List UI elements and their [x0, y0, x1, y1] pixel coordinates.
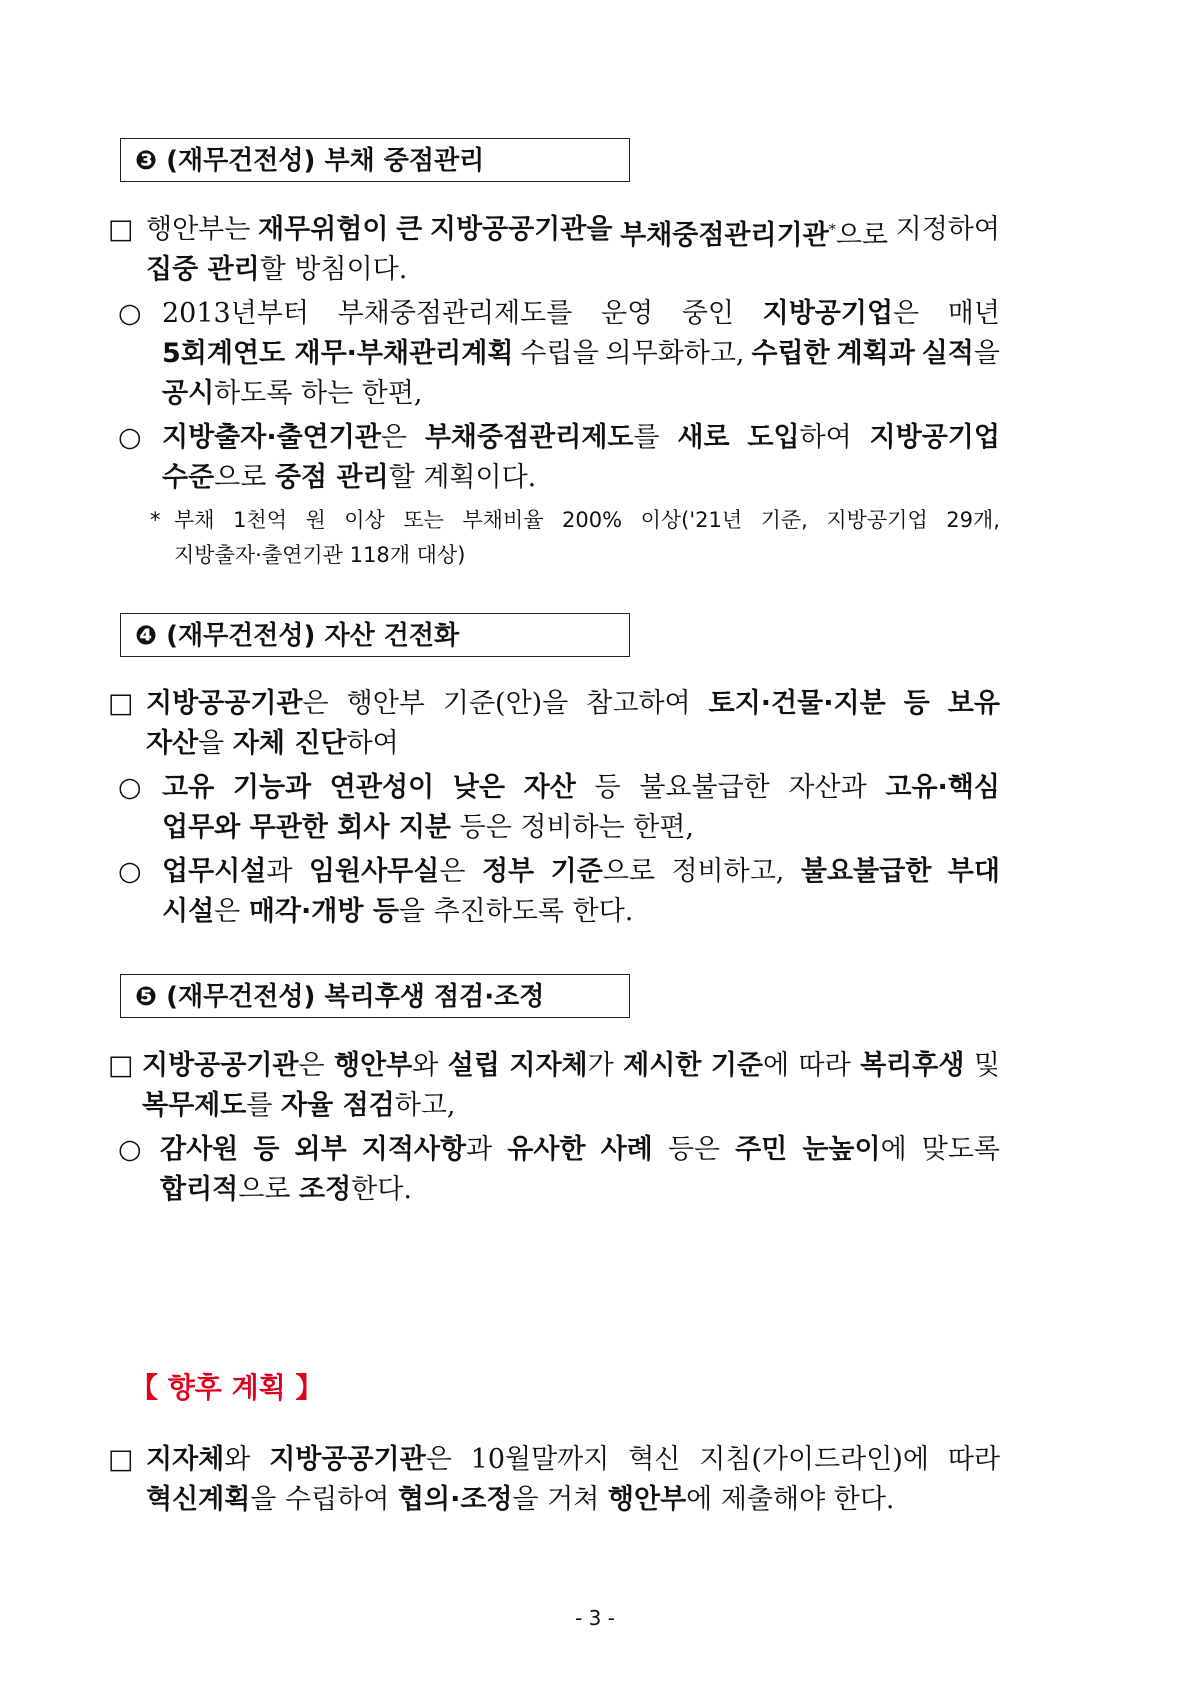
s3-c1-w4: 중인 — [681, 298, 734, 329]
s3-c1-w2: 부채중점관리제도를 — [337, 298, 573, 329]
s4-c1-l2-bold: 업무와 무관한 회사 지분 — [162, 812, 452, 843]
s5-c1-w8: 등은 — [667, 1134, 720, 1165]
s3-note-w8: 이상('21년 — [640, 508, 743, 532]
s3-note-line2: 지방출자·출연기관 118개 대상) — [174, 543, 466, 567]
s4-c1-bullet: ○ — [118, 772, 142, 803]
s5-c1-line1 — [160, 1132, 1000, 1168]
s4-p1-w4: 기준(안)을 — [442, 688, 569, 719]
plan-w1-text: 지자체 — [146, 1444, 225, 1475]
s5-c1-w7: 사례 — [600, 1134, 653, 1165]
s3-c1-l2-w4: 수립한 — [751, 338, 830, 369]
s5-c1-w6: 유사한 — [507, 1134, 586, 1165]
s3-c1-l3-bold: 공시 — [162, 378, 215, 409]
s5-p1-w7: 가 — [587, 1050, 614, 1081]
s4-p1-w8: 보유 — [947, 688, 1000, 719]
s3-p1-l2-bold: 집중 관리 — [146, 254, 260, 285]
s3-c1-l2-w3: 의무화하고, — [605, 338, 745, 369]
s3-c1-line1 — [162, 296, 1000, 332]
s4-c2-w3 — [309, 854, 466, 890]
s4-c2-l2-b2: 매각·개방 등 — [248, 896, 399, 927]
s3-note-w2: 1천억 — [233, 508, 287, 532]
s5-p1-bullet: □ — [108, 1050, 134, 1081]
s3-note-w1: 부채 — [174, 508, 215, 532]
s5-p1-w9 — [711, 1048, 789, 1084]
s4-c2-w5: 정부 — [481, 856, 535, 887]
s5-p1-w1 — [142, 1048, 325, 1084]
s3-c1-line2 — [162, 336, 1000, 372]
plan-w8: 따라 — [947, 1444, 1000, 1475]
plan-l2-b3: 행안부 — [607, 1484, 687, 1515]
s3-p1-w1: 행안부는 — [146, 214, 251, 245]
s4-p1-line2 — [146, 726, 399, 762]
s5-c1-w11: 에 — [880, 1134, 907, 1165]
s4-c2-line1 — [162, 854, 1000, 890]
s5-p1-w5: 설립 — [447, 1050, 500, 1081]
s3-c1-l2-w7: 을 — [973, 338, 1000, 369]
s3-c1-l2-w1: 5회계연도 재무·부채관리계획 — [162, 338, 514, 369]
s4-p1-w7: 등 — [903, 688, 930, 719]
s3-note-w6: 부채비율 — [462, 508, 544, 532]
s3-c2-l2-b2: 중점 관리 — [274, 462, 389, 493]
plan-l2-r2: 을 거쳐 — [512, 1484, 608, 1515]
s4-c2-w7: 으로 — [602, 856, 655, 887]
s5-p1-l2-r2: 하고, — [394, 1090, 456, 1121]
plan-w7: 지침(가이드라인)에 — [699, 1444, 929, 1475]
s3-note-star: * — [150, 508, 161, 532]
s3-c2-l2-r2: 할 계획이다. — [388, 462, 537, 493]
s4-p1-line1 — [146, 686, 1000, 722]
s3-c1-l2-w2: 수립을 — [520, 338, 599, 369]
s4-p1-w3: 행안부 — [346, 688, 425, 719]
s5-c1-w4 — [362, 1132, 492, 1168]
s5-c1-w10 — [802, 1132, 906, 1168]
plan-w4: 은 — [425, 1444, 452, 1475]
s4-p1-l2-b1: 자산 — [146, 728, 199, 759]
s3-p1-w2: 재무위험이 — [258, 214, 389, 245]
s3-p1-w6: 으로 — [835, 220, 888, 251]
s4-c2-w6 — [551, 854, 655, 890]
s4-p1-w1 — [146, 686, 329, 722]
s5-p1-l2-b2: 자율 점검 — [281, 1090, 395, 1121]
s5-c1-l2-b2: 조정 — [299, 1174, 352, 1205]
s5-p1-w12: 복리후생 — [860, 1050, 965, 1081]
plan-bullet: □ — [108, 1444, 134, 1475]
s4-c2-w9: 불요불급한 — [800, 856, 932, 887]
s4-c2-w3-text: 임원사무실 — [308, 856, 440, 887]
s4-c2-l2-r2: 을 추진하도록 한다. — [398, 896, 634, 927]
s3-c2-line2 — [162, 460, 536, 496]
s3-p1-w4-text: 지방공공기관을 — [429, 214, 613, 245]
plan-l2-b1: 혁신계획 — [146, 1484, 251, 1515]
plan-w1 — [146, 1442, 250, 1478]
s3-p1-w5 — [620, 212, 888, 254]
future-plan-heading: 【 향후 계획 】 — [130, 1371, 324, 1404]
s3-c2-w4: 를 — [633, 422, 660, 453]
s3-note-w3: 원 — [305, 508, 326, 532]
s3-note-w11: 29개, — [946, 508, 1000, 532]
s5-c1-w4-text: 지적사항 — [361, 1134, 467, 1165]
s4-p1-l2-b2: 자체 진단 — [232, 728, 347, 759]
s3-c2-w3 — [425, 420, 660, 456]
s3-p1-line2 — [146, 252, 407, 288]
s5-p1-l2-b1: 복무제도 — [142, 1090, 247, 1121]
plan-line2 — [146, 1482, 895, 1518]
plan-w3 — [269, 1442, 452, 1478]
s4-p1-w1-text: 지방공공기관 — [146, 688, 303, 719]
s3-p1-w3: 큰 — [396, 214, 423, 245]
plan-line1 — [146, 1442, 1000, 1478]
plan-l2-r1: 을 수립하여 — [250, 1484, 398, 1515]
s3-c2-bullet: ○ — [118, 422, 142, 453]
s3-note-w10: 지방공기업 — [826, 508, 928, 532]
s4-c2-l2-b1: 시설 — [162, 896, 215, 927]
s4-c1-line1 — [162, 770, 1000, 806]
s3-note-line1 — [174, 505, 1000, 535]
s3-c2-w5: 새로 — [677, 422, 730, 453]
s4-c2-w10: 부대 — [947, 856, 1000, 887]
plan-w5: 10월말까지 — [470, 1444, 610, 1475]
s5-c1-w5: 과 — [466, 1134, 493, 1165]
s5-p1-w11: 따라 — [798, 1050, 851, 1081]
s3-p1-w7: 지정하여 — [895, 214, 1000, 245]
s4-c1-w4: 낮은 — [452, 772, 505, 803]
s3-note-w5: 또는 — [403, 508, 444, 532]
s4-c1-w5: 자산 — [523, 772, 576, 803]
s3-note-w4: 이상 — [344, 508, 385, 532]
s3-c2-w8: 지방공기업 — [869, 422, 1000, 453]
s3-c1-l3-reg: 하도록 하는 한편, — [214, 378, 423, 409]
s4-c1-w3: 연관성이 — [329, 772, 435, 803]
s4-p1-w5: 참고하여 — [586, 688, 691, 719]
s3-c2-w1-text: 지방출자·출연기관 — [162, 422, 381, 453]
s4-c2-w1 — [162, 854, 292, 890]
s5-c1-w9: 주민 — [735, 1134, 788, 1165]
s5-p1-w9-text: 기준 — [710, 1050, 763, 1081]
s4-c2-l2-r1: 은 — [214, 896, 249, 927]
plan-w3-text: 지방공공기관 — [269, 1444, 426, 1475]
s5-c1-w10-text: 눈높이 — [802, 1134, 881, 1165]
s3-c1-w7: 매년 — [947, 298, 1000, 329]
s5-c1-l2-b1: 합리적 — [160, 1174, 239, 1205]
section-5-title: ❺ (재무건전성) 복리후생 점검·조정 — [120, 974, 630, 1018]
s3-p1-bullet: □ — [108, 214, 134, 245]
s3-c1-w3: 운영 — [601, 298, 654, 329]
s5-c1-w1: 감사원 — [160, 1134, 239, 1165]
s5-p1-l2-r1: 를 — [246, 1090, 281, 1121]
s3-p1-sup: * — [828, 222, 836, 238]
s3-note-w9: 기준, — [760, 508, 808, 532]
section-3-title: ❸ (재무건전성) 부채 중점관리 — [120, 138, 630, 182]
s3-c1-w1: 2013년부터 — [162, 298, 309, 329]
plan-l2-r3: 에 제출해야 한다. — [686, 1484, 895, 1515]
s5-p1-w1-text: 지방공공기관 — [142, 1050, 299, 1081]
s3-p1-w5-text: 부채중점관리기관 — [620, 220, 829, 251]
page-number: - 3 - — [575, 1606, 615, 1630]
s4-c2-w6-text: 기준 — [550, 856, 603, 887]
s5-p1-w13: 및 — [973, 1050, 1000, 1081]
s3-c2-w6 — [747, 420, 851, 456]
s4-c1-w9: 고유·핵심 — [885, 772, 1000, 803]
s4-c2-bullet: ○ — [118, 856, 142, 887]
s3-c2-w1 — [162, 420, 407, 456]
s4-p1-w6: 토지·건물·지분 — [708, 688, 886, 719]
section-4-title: ❹ (재무건전성) 자산 건전화 — [120, 613, 630, 657]
s4-c2-w2: 과 — [266, 856, 293, 887]
s3-c2-w3-text: 부채중점관리제도 — [424, 422, 634, 453]
s3-c1-w6: 은 — [893, 298, 920, 329]
s3-p1-w4 — [430, 212, 613, 254]
s5-c1-bullet: ○ — [118, 1134, 142, 1165]
s4-c1-w7: 불요불급한 — [639, 772, 770, 803]
s5-p1-w4: 와 — [412, 1050, 439, 1081]
s5-p1-w10: 에 — [762, 1050, 790, 1081]
s5-c1-l2-r1: 으로 — [238, 1174, 299, 1205]
s3-p1-line1 — [146, 212, 1000, 254]
s5-c1-w2: 등 — [253, 1134, 280, 1165]
s3-c2-line1 — [162, 420, 1000, 456]
plan-w6: 혁신 — [628, 1444, 681, 1475]
s3-c2-w2: 은 — [380, 422, 408, 453]
s5-p1-w8: 제시한 — [623, 1050, 702, 1081]
s5-p1-w3-text: 행안부 — [334, 1050, 413, 1081]
s5-p1-w6 — [509, 1048, 613, 1084]
s5-p1-line1 — [142, 1048, 1000, 1084]
s3-c2-l2-r1: 으로 — [214, 462, 275, 493]
s4-c1-w2: 기능과 — [232, 772, 312, 803]
s5-c1-l2-r2: 한다. — [351, 1174, 412, 1205]
s4-p1-bullet: □ — [108, 688, 134, 719]
s5-c1-w3: 외부 — [294, 1134, 347, 1165]
s3-c1-w5 — [763, 296, 920, 332]
s4-c1-w1: 고유 — [162, 772, 215, 803]
s4-p1-w2: 은 — [302, 688, 329, 719]
s3-p1-l2-reg: 할 방침이다. — [259, 254, 408, 285]
s3-c1-line3 — [162, 376, 423, 412]
s3-c2-w6-text: 도입 — [747, 422, 800, 453]
s5-p1-w3 — [334, 1048, 438, 1084]
s3-c1-l2-w6 — [922, 336, 1000, 372]
s4-c2-w8: 정비하고, — [671, 856, 785, 887]
s5-p1-line2 — [142, 1088, 455, 1124]
s5-p1-w2: 은 — [298, 1050, 325, 1081]
s4-c2-line2 — [162, 894, 633, 930]
plan-l2-b2: 협의·조정 — [397, 1484, 513, 1515]
s5-p1-w6-text: 지자체 — [509, 1050, 588, 1081]
s4-c2-w4: 은 — [439, 856, 466, 887]
s5-c1-w12: 맞도록 — [921, 1134, 1000, 1165]
s3-c1-bullet: ○ — [118, 298, 142, 329]
s3-c1-w5-text: 지방공기업 — [762, 298, 894, 329]
s4-c1-l2-reg: 등은 정비하는 한편, — [451, 812, 695, 843]
s4-c2-w1-text: 업무시설 — [162, 856, 267, 887]
s4-c1-line2 — [162, 810, 694, 846]
plan-w2: 와 — [224, 1444, 251, 1475]
s3-c2-w7: 하여 — [799, 422, 852, 453]
s3-c1-l2-w6-text: 실적 — [921, 338, 974, 369]
s3-note-w7: 200% — [562, 508, 623, 532]
s3-c1-l2-w5: 계획과 — [836, 338, 915, 369]
s4-p1-l2-r1: 을 — [198, 728, 233, 759]
s5-c1-line2 — [160, 1172, 412, 1208]
s4-p1-l2-r2: 하여 — [346, 728, 399, 759]
s4-c1-w6: 등 — [594, 772, 621, 803]
s3-c2-l2-b1: 수준 — [162, 462, 215, 493]
s4-c1-w8: 자산과 — [788, 772, 867, 803]
